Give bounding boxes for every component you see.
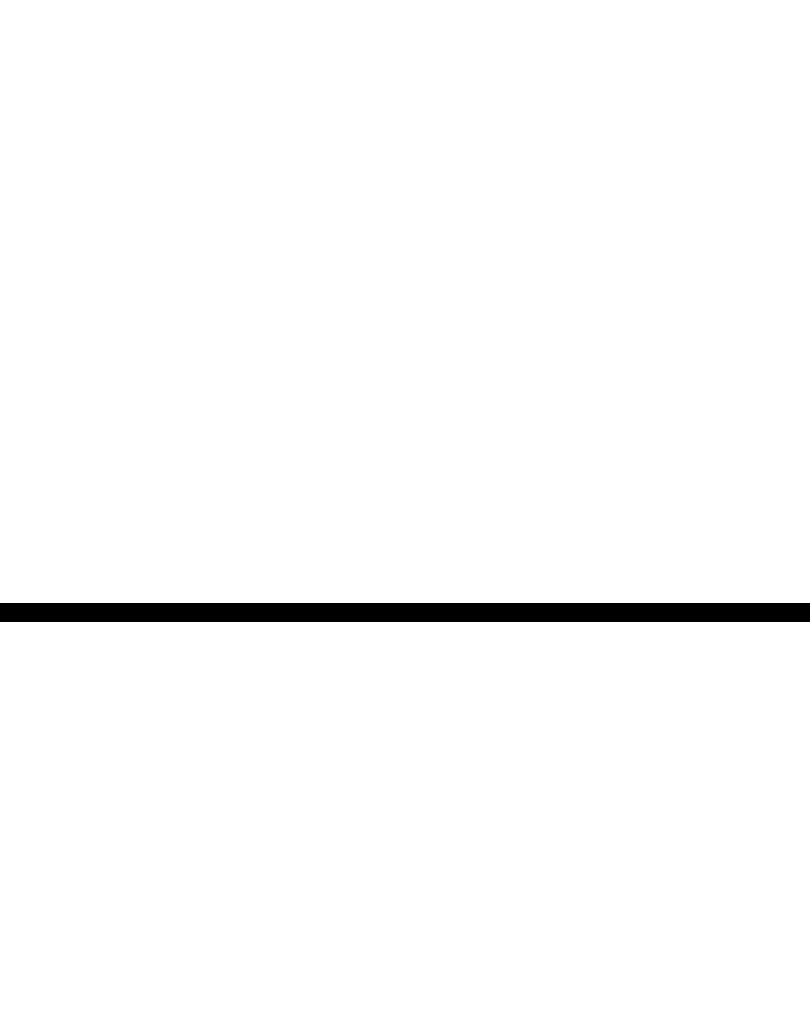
auctioneer-banner	[0, 603, 810, 622]
